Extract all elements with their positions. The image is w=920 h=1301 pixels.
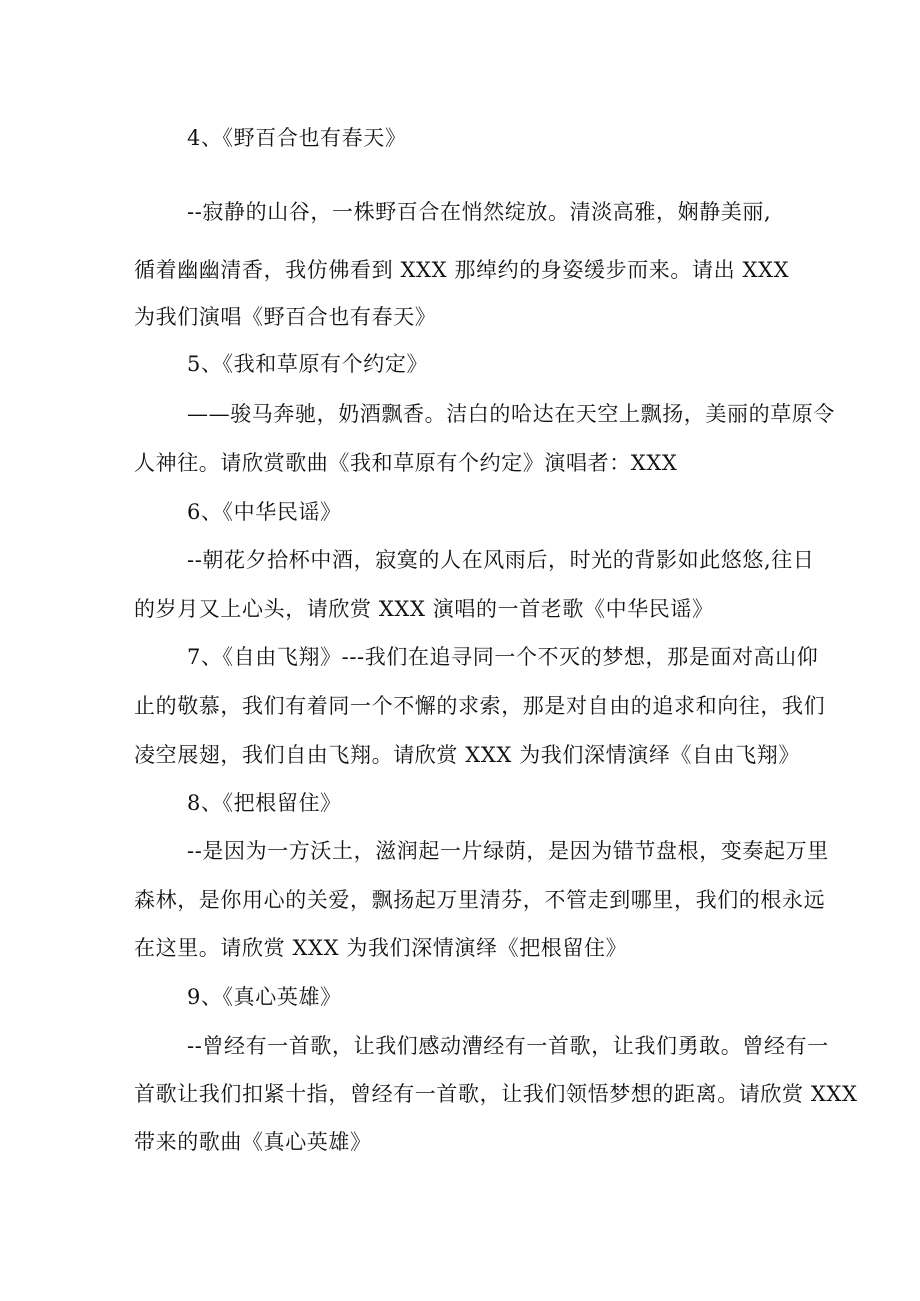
song-5-title: 5、《我和草原有个约定》 <box>187 352 429 376</box>
song-4-intro-line-2: 循着幽幽清香，我仿佛看到 XXX 那绰约的身姿缓步而来。请出 XXX <box>134 258 790 282</box>
song-7-title-and-intro: 7、《自由飞翔》---我们在追寻同一个不灭的梦想，那是面对高山仰 <box>187 645 819 669</box>
song-5-intro-line-2: 人神往。请欣赏歌曲《我和草原有个约定》演唱者：XXX <box>134 451 678 475</box>
song-8-intro-line-1: --是因为一方沃土，滋润起一片绿荫，是因为错节盘根，变奏起万里 <box>187 839 829 863</box>
song-8-intro-line-3: 在这里。请欣赏 XXX 为我们深情演绎《把根留住》 <box>134 936 628 960</box>
song-4-intro-line-3: 为我们演唱《野百合也有春天》 <box>134 305 437 329</box>
song-7-intro-line-2: 止的敬慕，我们有着同一个不懈的求索，那是对自由的追求和向往，我们 <box>134 694 826 718</box>
song-4-title: 4、《野百合也有春天》 <box>187 126 407 150</box>
song-9-intro-line-3: 带来的歌曲《真心英雄》 <box>134 1130 372 1154</box>
song-5-intro-line-1: ——骏马奔驰，奶酒飘香。洁白的哈达在天空上飘扬，美丽的草原令 <box>187 402 835 426</box>
song-9-title: 9、《真心英雄》 <box>187 985 342 1009</box>
song-6-intro-line-2: 的岁月又上心头，请欣赏 XXX 演唱的一首老歌《中华民谣》 <box>134 597 714 621</box>
song-8-title: 8、《把根留住》 <box>187 791 342 815</box>
song-8-intro-line-2: 森林，是你用心的关爱，飘扬起万里清芬，不管走到哪里，我们的根永远 <box>134 888 826 912</box>
song-6-intro-line-1: --朝花夕拾杯中酒，寂寞的人在风雨后，时光的背影如此悠悠,往日 <box>187 548 815 572</box>
song-4-intro-line-1: --寂静的山谷，一株野百合在悄然绽放。清淡高雅，娴静美丽, <box>187 200 772 224</box>
song-9-intro-line-2: 首歌让我们扣紧十指，曾经有一首歌，让我们领悟梦想的距离。请欣赏 XXX <box>134 1082 858 1106</box>
song-9-intro-line-1: --曾经有一首歌，让我们感动漕经有一首歌，让我们勇敢。曾经有一 <box>187 1034 829 1058</box>
song-7-intro-line-3: 凌空展翅，我们自由飞翔。请欣赏 XXX 为我们深情演绎《自由飞翔》 <box>134 743 800 767</box>
song-6-title: 6、《中华民谣》 <box>187 500 342 524</box>
